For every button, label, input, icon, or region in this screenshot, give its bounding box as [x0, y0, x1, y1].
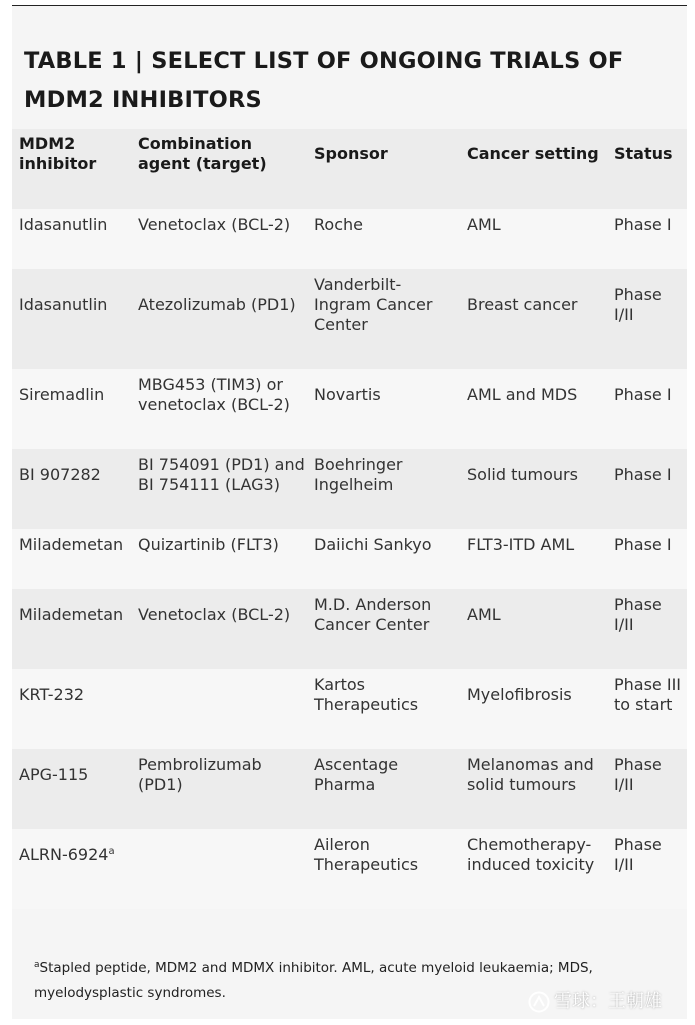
cell-combination: Atezolizumab (PD1) — [138, 295, 296, 314]
table-row — [12, 369, 687, 449]
table-row — [12, 589, 687, 669]
cell-combination: BI 754091 (PD1) and BI 754111 (LAG3) — [138, 455, 305, 494]
cell-sponsor: Novartis — [314, 385, 381, 404]
table-header-row — [12, 129, 687, 209]
cell-cancer-setting: Melanomas and solid tumours — [467, 755, 594, 794]
header-cancer-setting: Cancer setting — [467, 144, 599, 163]
cell-status: Phase I — [614, 535, 672, 554]
cell-inhibitor: Idasanutlin — [19, 295, 108, 314]
cell-inhibitor: Idasanutlin — [19, 215, 108, 234]
cell-status: Phase I/II — [614, 285, 662, 324]
cell-sponsor: Vanderbilt- Ingram Cancer Center — [314, 275, 433, 334]
watermark-text: 雪球：王朝雄 — [554, 991, 662, 1012]
cell-sponsor: Kartos Therapeutics — [314, 675, 419, 714]
cell-inhibitor — [19, 845, 137, 865]
cell-inhibitor: Milademetan — [19, 535, 124, 554]
cell-combination: MBG453 (TIM3) or venetoclax (BCL-2) — [138, 375, 290, 414]
cell-combination: Pembrolizumab (PD1) — [138, 755, 262, 794]
cell-status: Phase I — [614, 385, 672, 404]
cell-cancer-setting: FLT3-ITD AML — [467, 535, 575, 554]
table-row — [12, 449, 687, 529]
table-row — [12, 749, 687, 829]
cell-sponsor: Daiichi Sankyo — [314, 535, 432, 554]
cell-inhibitor-text: ALRN-6924 — [19, 845, 109, 864]
header-mdm2-inhibitor: MDM2 inhibitor — [19, 134, 97, 173]
cell-status: Phase I/II — [614, 755, 662, 794]
xueqiu-logo-icon — [528, 991, 550, 1013]
cell-sponsor: M.D. Anderson Cancer Center — [314, 595, 432, 634]
cell-inhibitor: KRT-232 — [19, 685, 85, 704]
cell-cancer-setting: AML — [467, 215, 501, 234]
table-row — [12, 829, 687, 909]
cell-combination: Venetoclax (BCL-2) — [138, 215, 291, 234]
cell-status: Phase I — [614, 465, 672, 484]
cell-combination: Quizartinib (FLT3) — [138, 535, 279, 554]
footnote-superscript: a — [34, 960, 40, 970]
table-row — [12, 669, 687, 749]
cell-status: Phase I — [614, 215, 672, 234]
cell-combination: Venetoclax (BCL-2) — [138, 605, 291, 624]
cell-cancer-setting: Solid tumours — [467, 465, 578, 484]
table-title: TABLE 1 | SELECT LIST OF ONGOING TRIALS OF MDM2 INHIBITORS — [24, 48, 624, 113]
table-row — [12, 209, 687, 269]
cell-cancer-setting: AML and MDS — [467, 385, 578, 404]
cell-sponsor: Aileron Therapeutics — [314, 835, 419, 874]
footnote-marker: a — [108, 846, 115, 857]
trials-table — [12, 129, 687, 909]
header-combination-agent: Combination agent (target) — [138, 134, 267, 173]
cell-inhibitor: Milademetan — [19, 605, 124, 624]
table-row — [12, 269, 687, 369]
cell-inhibitor: BI 907282 — [19, 465, 101, 484]
header-sponsor: Sponsor — [314, 144, 388, 163]
cell-cancer-setting: Myelofibrosis — [467, 685, 572, 704]
cell-inhibitor: APG-115 — [19, 765, 89, 784]
cell-sponsor: Boehringer Ingelheim — [314, 455, 403, 494]
cell-cancer-setting: AML — [467, 605, 501, 624]
header-status: Status — [614, 144, 673, 163]
cell-status: Phase III to start — [614, 675, 682, 714]
cell-inhibitor: Siremadlin — [19, 385, 105, 404]
watermark — [528, 990, 662, 1014]
cell-status: Phase I/II — [614, 835, 662, 874]
table-row — [12, 529, 687, 589]
cell-sponsor: Ascentage Pharma — [314, 755, 399, 794]
footnote-text: Stapled peptide, MDM2 and MDMX inhibitor. AML, acute myeloid leukaemia; MDS, myelodysplastic syndromes. — [34, 960, 593, 1001]
cell-cancer-setting: Chemotherapy- induced toxicity — [467, 835, 595, 874]
cell-status: Phase I/II — [614, 595, 662, 634]
cell-cancer-setting: Breast cancer — [467, 295, 578, 314]
cell-sponsor: Roche — [314, 215, 363, 234]
